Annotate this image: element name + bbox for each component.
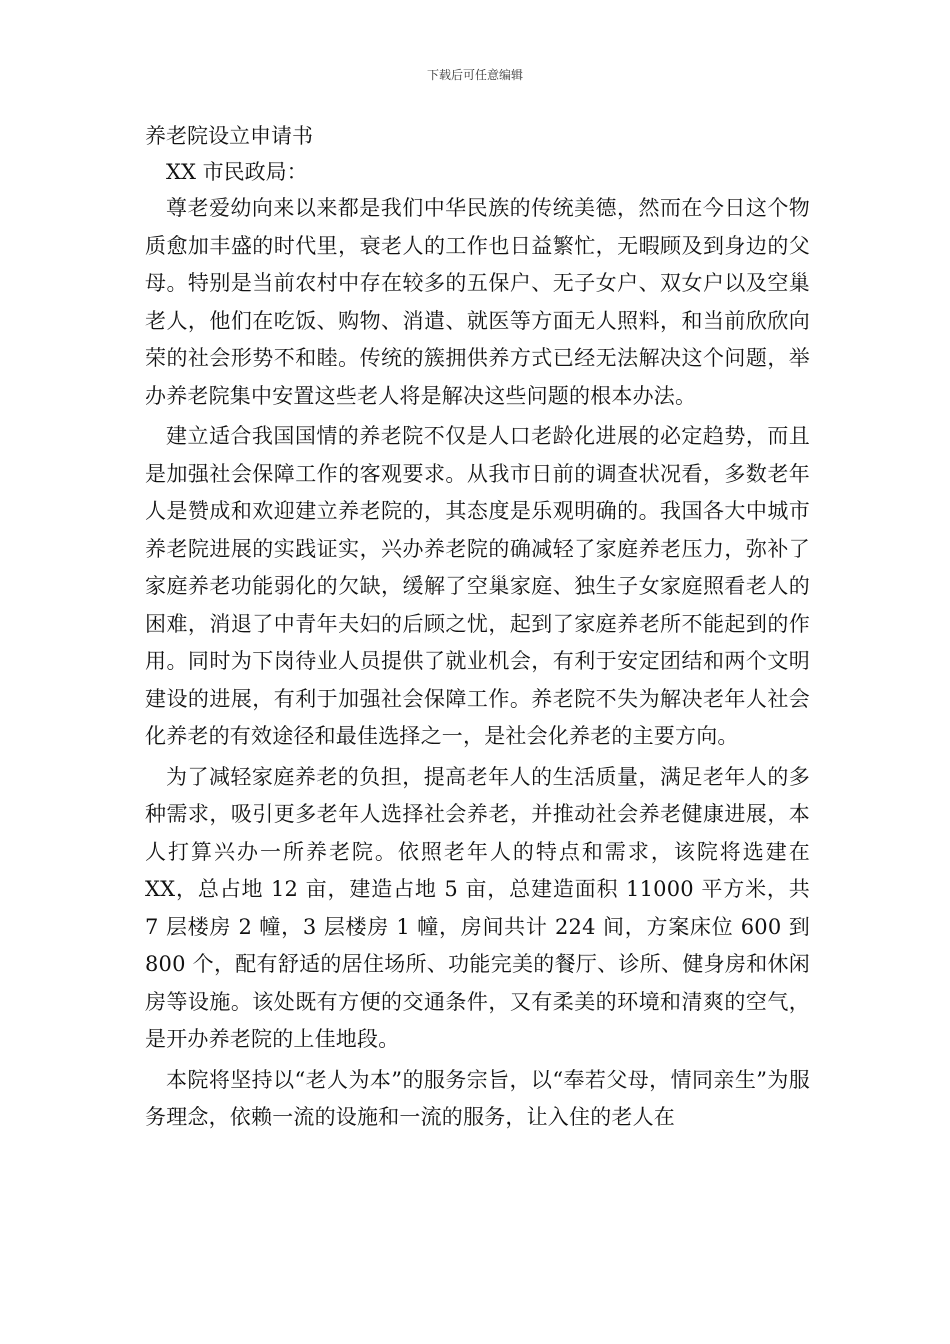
salutation: XX 市民政局：	[166, 160, 308, 184]
document-title: 养老院设立申请书	[145, 124, 313, 148]
paragraph-2: 建立适合我国国情的养老院不仅是人口老龄化进展的必定趋势，而且是加强社会保障工作的客观要求。从我市日前的调查状况看，多数老年人是赞成和欢迎建立养老院的，其态度是乐观明确的。我国各大中城市养老院进展的实践证实，兴办养老院的确减轻了家庭养老压力，弥补了家庭养老功能弱化的欠缺，缓解了空巢家庭、独生子女家庭照看老人的困难，消退了中青年夫妇的后顾之忧，起到了家庭养老所不能起到的作用。同时为下岗待业人员提供了就业机会，有利于安定团结和两个文明建设的进展，有利于加强社会保障工作。养老院不失为解决老年人社会化养老的有效途径和最佳选择之一，是社会化养老的主要方向。	[145, 424, 810, 748]
paragraph-3: 为了减轻家庭养老的负担，提高老年人的生活质量，满足老年人的多种需求，吸引更多老年人选择社会养老，并推动社会养老健康进展，本人打算兴办一所养老院。依照老年人的特点和需求，该院将选建在 XX，总占地 12 亩，建造占地 5 亩，总建造面积 11000 平方米，共 7 层楼房 2 幢，3 层楼房 1 幢，房间共计 224 间，方案床位 600 到 800 个，配有舒适的居住场所、功能完美的餐厅、诊所、健身房和休闲房等设施。该处既有方便的交通条件，又有柔美的环境和清爽的空气，是开办养老院的上佳地段。	[145, 764, 810, 1051]
paragraph-1: 尊老爱幼向来以来都是我们中华民族的传统美德，然而在今日这个物质愈加丰盛的时代里，衰老人的工作也日益繁忙，无暇顾及到身边的父母。特别是当前农村中存在较多的五保户、无子女户、双女户以及空巢老人，他们在吃饭、购物、消遣、就医等方面无人照料，和当前欣欣向荣的社会形势不和睦。传统的簇拥供养方式已经无法解决这个问题，举办养老院集中安置这些老人将是解决这些问题的根本办法。	[145, 196, 810, 408]
document-body	[145, 118, 810, 1140]
paragraph-4: 本院将坚持以“老人为本”的服务宗旨，以“奉若父母，情同亲生”为服务理念，依赖一流的设施和一流的服务，让入住的老人在	[145, 1067, 810, 1129]
page-header: 下载后可任意编辑	[426, 68, 523, 82]
